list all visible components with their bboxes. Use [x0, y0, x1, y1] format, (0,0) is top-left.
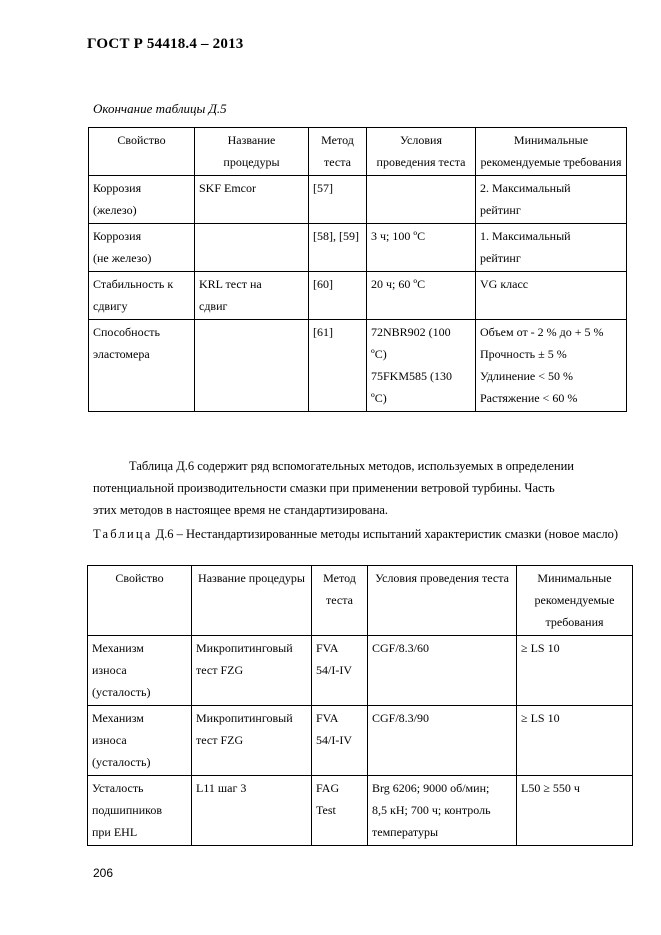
- table-cell: Объем от - 2 % до + 5 % Прочность ± 5 % Удлинение < 50 % Растяжение < 60 %: [476, 320, 627, 412]
- table-cell: SKF Emcor: [195, 176, 309, 224]
- table-cell: L11 шаг 3: [192, 776, 312, 846]
- table-row: [88, 776, 633, 846]
- header-cell: Условия проведения теста: [367, 128, 476, 176]
- table-cell: Стабильность к сдвигу: [89, 272, 195, 320]
- table-cell: [60]: [309, 272, 367, 320]
- table-cell: 20 ч; 60 ºС: [367, 272, 476, 320]
- body-paragraph: [93, 455, 611, 521]
- table-header-row: [89, 128, 627, 176]
- table-cell: Механизм износа (усталость): [88, 636, 192, 706]
- table-cell: Микропитинговый тест FZG: [192, 636, 312, 706]
- table-row: [88, 636, 633, 706]
- table-cell: 1. Максимальный рейтинг: [476, 224, 627, 272]
- table-cell: [57]: [309, 176, 367, 224]
- document-header: ГОСТ Р 54418.4 – 2013: [87, 36, 244, 52]
- header-cell: Условия проведения теста: [368, 566, 517, 636]
- table-cell: 72NBR902 (100 ºС) 75FKM585 (130 ºС): [367, 320, 476, 412]
- header-cell: Метод теста: [312, 566, 368, 636]
- table-cell: Коррозия (железо): [89, 176, 195, 224]
- table-cell: FAG Test: [312, 776, 368, 846]
- header-cell: Минимальные рекомендуемые требования: [517, 566, 633, 636]
- table-d5-caption: Окончание таблицы Д.5: [93, 101, 227, 116]
- table-row: [89, 176, 627, 224]
- table-d6-caption-prefix: Таблица: [93, 527, 153, 541]
- paragraph-line: потенциальной производительности смазки при применении ветровой турбины. Часть: [93, 481, 555, 495]
- header-cell: Свойство: [89, 128, 195, 176]
- table-cell: [61]: [309, 320, 367, 412]
- page-number: 206: [93, 866, 114, 880]
- table-cell: [58], [59]: [309, 224, 367, 272]
- table-d6: [87, 565, 633, 846]
- table-cell: [195, 224, 309, 272]
- table-cell: FVA 54/I-IV: [312, 636, 368, 706]
- table-d6-caption-text: Д.6 – Нестандартизированные методы испытаний характеристик смазки (новое масло): [152, 527, 619, 541]
- table-cell: Brg 6206; 9000 об/мин; 8,5 кН; 700 ч; контроль температуры: [368, 776, 517, 846]
- table-cell: 3 ч; 100 ºС: [367, 224, 476, 272]
- header-cell: Название процедуры: [195, 128, 309, 176]
- table-cell: VG класс: [476, 272, 627, 320]
- table-cell: Микропитинговый тест FZG: [192, 706, 312, 776]
- table-header-row: [88, 566, 633, 636]
- header-cell: Название процедуры: [192, 566, 312, 636]
- table-cell: L50 ≥ 550 ч: [517, 776, 633, 846]
- table-d5: [88, 127, 627, 412]
- table-cell: Способность эластомера: [89, 320, 195, 412]
- table-row: [89, 224, 627, 272]
- table-cell: KRL тест на сдвиг: [195, 272, 309, 320]
- table-cell: Коррозия (не железо): [89, 224, 195, 272]
- table-cell: 2. Максимальный рейтинг: [476, 176, 627, 224]
- header-cell: Свойство: [88, 566, 192, 636]
- table-cell: [195, 320, 309, 412]
- table-cell: CGF/8.3/60: [368, 636, 517, 706]
- table-cell: FVA 54/I-IV: [312, 706, 368, 776]
- table-cell: ≥ LS 10: [517, 706, 633, 776]
- header-cell: Минимальные рекомендуемые требования: [476, 128, 627, 176]
- table-cell: CGF/8.3/90: [368, 706, 517, 776]
- table-cell: [367, 176, 476, 224]
- header-cell: Метод теста: [309, 128, 367, 176]
- table-row: [88, 706, 633, 776]
- table-row: [89, 320, 627, 412]
- table-cell: Механизм износа (усталость): [88, 706, 192, 776]
- table-row: [89, 272, 627, 320]
- paragraph-line: этих методов в настоящее время не стандартизирована.: [93, 503, 389, 517]
- table-cell: Усталость подшипников при EHL: [88, 776, 192, 846]
- table-d6-caption: [93, 523, 623, 545]
- table-cell: ≥ LS 10: [517, 636, 633, 706]
- paragraph-line: Таблица Д.6 содержит ряд вспомогательных методов, используемых в определении: [129, 459, 574, 473]
